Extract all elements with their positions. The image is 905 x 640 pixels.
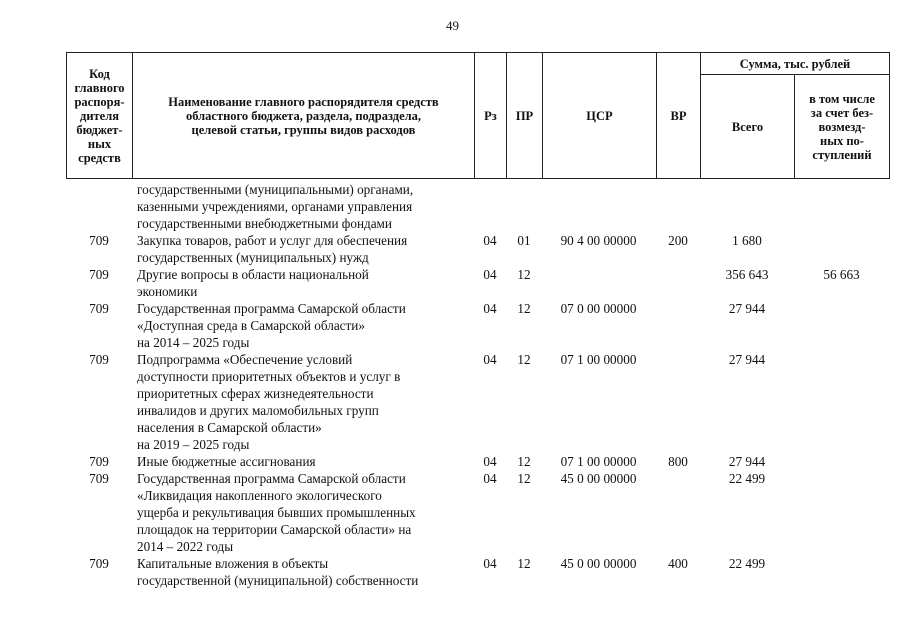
- row-name-line: Капитальные вложения в объекты: [137, 556, 329, 571]
- row-name-line: Государственная программа Самарской области: [137, 301, 406, 316]
- row-code: 709: [89, 267, 109, 282]
- row-name-line: Другие вопросы в области национальной: [137, 267, 369, 282]
- row-name-line: Государственная программа Самарской области: [137, 471, 406, 486]
- header-line: областного бюджета, раздела, подраздела,: [185, 108, 422, 123]
- header-line: средств: [78, 150, 121, 165]
- row-name-line: государственных (муниципальных) нужд: [137, 250, 369, 265]
- row-rz: 04: [483, 233, 497, 248]
- row-name-line: казенными учреждениями, органами управления: [137, 199, 413, 214]
- header-line: ных по-: [820, 133, 864, 148]
- row-name: [137, 232, 475, 266]
- header-line: распоря-: [74, 94, 125, 109]
- row-name-line: государственными (муниципальными) органами,: [137, 182, 414, 197]
- row-name-line: «Ликвидация накопленного экологического: [137, 488, 382, 503]
- header-gratis-lines: [797, 92, 887, 162]
- row-name-line: приоритетных сферах жизнедеятельности: [137, 386, 374, 401]
- row-name-line: ущерба и рекультивация бывших промышленных: [137, 505, 416, 520]
- table-row: [0, 470, 905, 555]
- row-name: [137, 555, 475, 589]
- row-total: 22 499: [728, 556, 766, 571]
- row-csr: 90 4 00 00000: [560, 233, 637, 248]
- page-number: 49: [446, 18, 459, 33]
- row-rz: 04: [483, 471, 497, 486]
- row-name-line: на 2019 – 2025 годы: [137, 437, 250, 452]
- header-line: Код: [89, 66, 110, 81]
- row-pr: 12: [517, 301, 531, 316]
- row-pr: 12: [517, 471, 531, 486]
- row-pr: 12: [517, 267, 531, 282]
- row-total: 27 944: [728, 352, 766, 367]
- table-header: [66, 52, 890, 179]
- table-row: [0, 453, 905, 470]
- header-gratis: [795, 75, 890, 179]
- row-rz: 04: [483, 454, 497, 469]
- header-pr: ПР: [507, 53, 543, 179]
- row-vr: 800: [668, 454, 688, 469]
- table-row: [0, 266, 905, 300]
- header-line: в том числе: [809, 91, 875, 106]
- row-name-line: Подпрограмма «Обеспечение условий: [137, 352, 353, 367]
- header-sum: Сумма, тыс. рублей: [701, 53, 890, 75]
- row-total: 27 944: [728, 301, 766, 316]
- row-rz: 04: [483, 301, 497, 316]
- row-name: [137, 300, 475, 351]
- row-name-line: населения в Самарской области»: [137, 420, 322, 435]
- header-rz: Рз: [475, 53, 507, 179]
- row-code: 709: [89, 301, 109, 316]
- row-name-line: государственными внебюджетными фондами: [137, 216, 392, 231]
- row-name-line: 2014 – 2022 годы: [137, 539, 234, 554]
- table-row: [0, 232, 905, 266]
- row-pr: 12: [517, 556, 531, 571]
- header-line: возмезд-: [818, 119, 866, 134]
- row-pr: 12: [517, 352, 531, 367]
- table-row: [0, 351, 905, 453]
- table-row: [0, 300, 905, 351]
- row-total: 27 944: [728, 454, 766, 469]
- row-total: 1 680: [732, 233, 762, 248]
- header-line: дителя: [80, 108, 119, 123]
- row-name-line: инвалидов и других маломобильных групп: [137, 403, 379, 418]
- row-name-line: на 2014 – 2025 годы: [137, 335, 250, 350]
- row-rz: 04: [483, 352, 497, 367]
- row-name: [137, 470, 475, 555]
- row-name-line: доступности приоритетных объектов и услуг в: [137, 369, 401, 384]
- row-name: [137, 181, 475, 232]
- row-gratis: 56 663: [823, 267, 860, 282]
- row-vr: 400: [668, 556, 688, 571]
- row-name-line: Иные бюджетные ассигнования: [137, 454, 316, 469]
- header-name-lines: [135, 95, 472, 137]
- row-code: 709: [89, 454, 109, 469]
- row-rz: 04: [483, 556, 497, 571]
- row-code: 709: [89, 233, 109, 248]
- row-code: 709: [89, 556, 109, 571]
- header-line: главного: [74, 80, 125, 95]
- row-csr: 07 1 00 00000: [560, 454, 637, 469]
- row-vr: 200: [668, 233, 688, 248]
- header-code-lines: [69, 67, 130, 165]
- row-code: 709: [89, 352, 109, 367]
- row-name-line: Закупка товаров, работ и услуг для обеспечения: [137, 233, 408, 248]
- header-name: [133, 53, 475, 179]
- row-pr: 01: [517, 233, 531, 248]
- row-rz: 04: [483, 267, 497, 282]
- row-csr: 07 0 00 00000: [560, 301, 637, 316]
- table-body: [0, 181, 905, 589]
- row-total: 22 499: [728, 471, 766, 486]
- row-name: [137, 266, 475, 300]
- row-name-line: «Доступная среда в Самарской области»: [137, 318, 365, 333]
- row-name-line: государственной (муниципальной) собственности: [137, 573, 419, 588]
- row-pr: 12: [517, 454, 531, 469]
- header-line: за счет без-: [810, 105, 874, 120]
- row-code: 709: [89, 471, 109, 486]
- row-csr: 07 1 00 00000: [560, 352, 637, 367]
- header-total: Всего: [701, 75, 795, 179]
- header-vr: ВР: [657, 53, 701, 179]
- row-csr: 45 0 00 00000: [560, 471, 637, 486]
- header-code: [67, 53, 133, 179]
- header-line: ступлений: [812, 147, 872, 162]
- row-total: 356 643: [725, 267, 769, 282]
- header-line: Наименование главного распорядителя средств: [168, 94, 439, 109]
- header-line: ных: [87, 136, 112, 151]
- header-csr: ЦСР: [543, 53, 657, 179]
- row-name-line: площадок на территории Самарской области» на: [137, 522, 412, 537]
- row-name-line: экономики: [137, 284, 198, 299]
- table-row: [0, 181, 905, 232]
- header-line: целевой статьи, группы видов расходов: [191, 122, 416, 137]
- row-csr: 45 0 00 00000: [560, 556, 637, 571]
- header-line: бюджет-: [76, 122, 123, 137]
- row-name: [137, 453, 475, 470]
- table-row: [0, 555, 905, 589]
- row-name: [137, 351, 475, 453]
